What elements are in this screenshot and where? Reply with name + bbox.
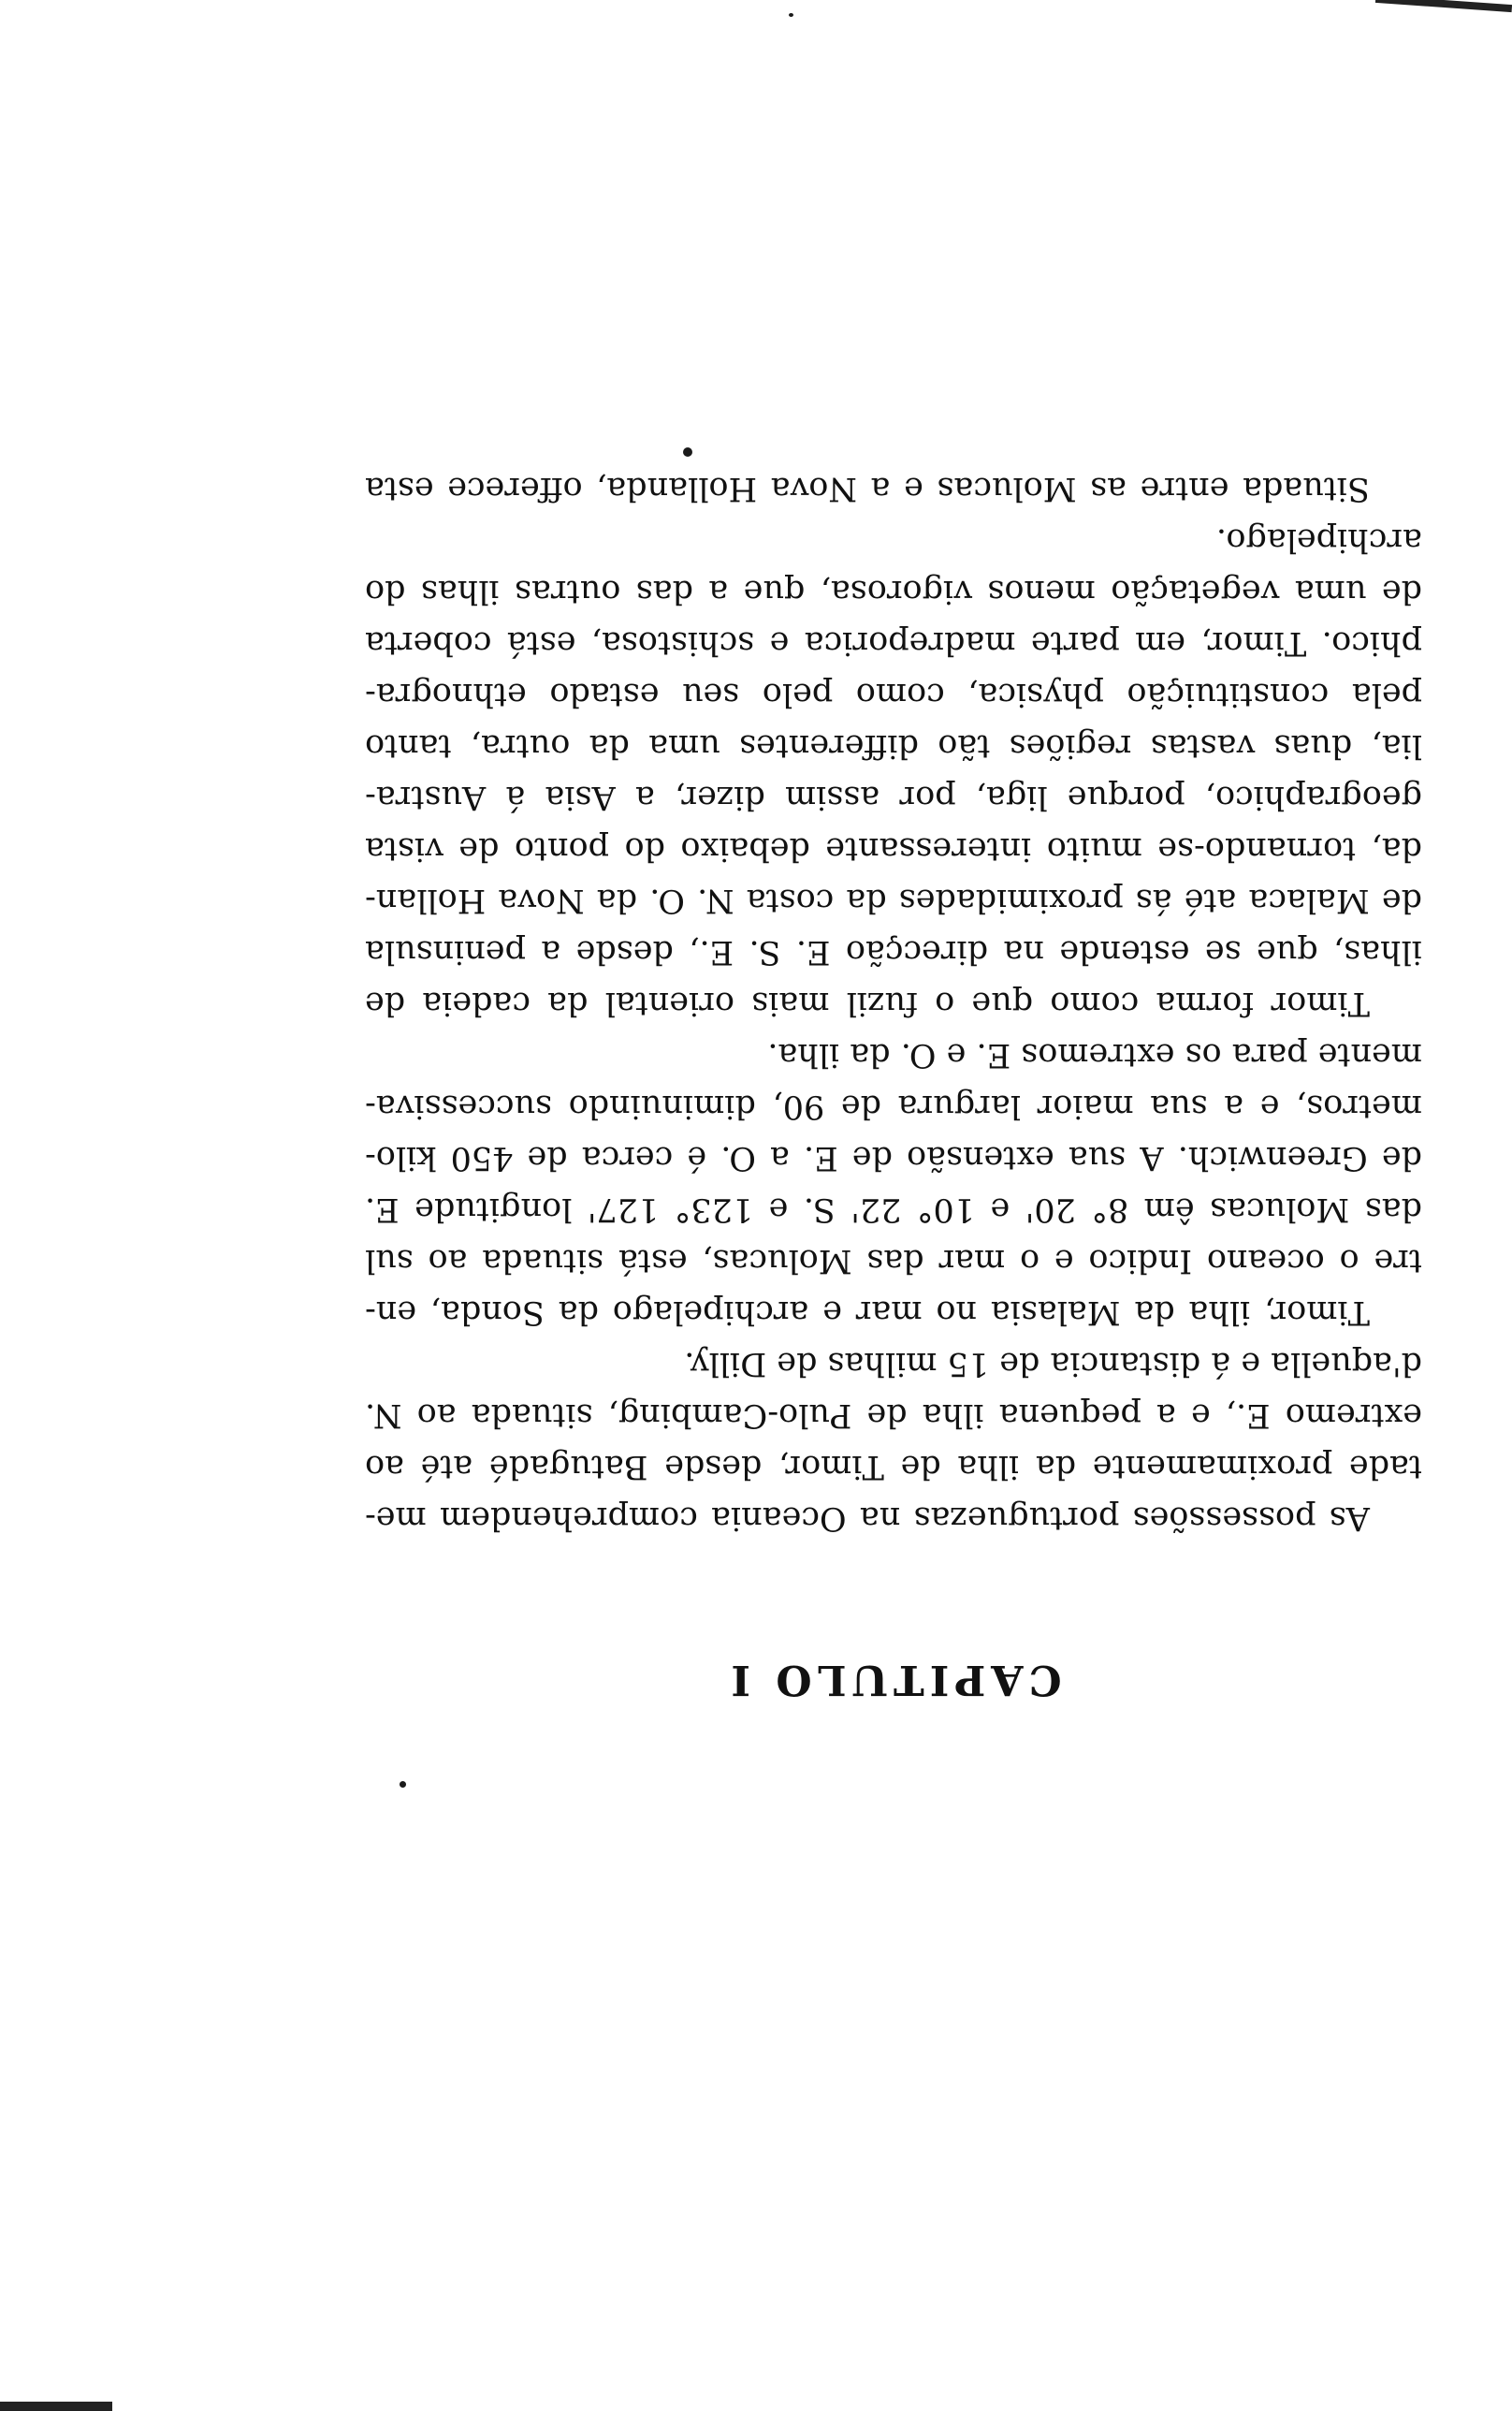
paragraph-1 bbox=[365, 1337, 1422, 1543]
text-line: ilhas, que se estende na direcção E. S. E., desde a peninsula bbox=[365, 933, 1422, 971]
scan-edge-top-right bbox=[1375, 0, 1512, 12]
text-line: d'aquella e á distancia de 15 milhas de Dilly. bbox=[684, 1345, 1422, 1382]
text-line: lia, duas vastas regiões tão differentes uma da outra, tanto bbox=[365, 727, 1422, 765]
text-line: mente para os extremos E. e O. da ilha. bbox=[767, 1036, 1422, 1074]
paragraph-3 bbox=[365, 514, 1422, 1029]
ink-speck bbox=[400, 1781, 406, 1788]
text-line: geographico, porque liga, por assim dizer, a Asia á Austra- bbox=[365, 779, 1422, 816]
ink-speck bbox=[789, 13, 793, 17]
text-line: metros, e a sua maior largura de 90, diminuindo successiva- bbox=[365, 1088, 1422, 1125]
text-line: Timor forma como que o fuzil mais oriental da cadeia de bbox=[365, 985, 1370, 1022]
text-line: tade proximamente da ilha de Timor, desde Batugadé até ao bbox=[365, 1448, 1422, 1485]
text-line: As possessões portuguezas na Oceania comprehendem me- bbox=[365, 1499, 1370, 1537]
rotated-text-block bbox=[365, 356, 1422, 1703]
text-line: de uma vegetação menos vigorosa, que a das outras ilhas do bbox=[365, 573, 1422, 610]
text-line: de Malaca até ás proximidades da costa N. O. da Nova Hollan- bbox=[365, 882, 1422, 919]
text-line: das Molucas êm 8° 20' e 10° 22' S. e 123° 127' longitude E. bbox=[365, 1191, 1422, 1228]
text-line: pela constituição physica, como pelo seu estado ethnogra- bbox=[365, 676, 1422, 713]
scan-edge-bottom-left bbox=[0, 2402, 112, 2411]
text-line: Situada entre as Molucas e a Nova Hollanda, offerece esta bbox=[365, 470, 1370, 507]
text-line: extremo E., e a pequena ilha de Pulo-Cambing, situada ao N. bbox=[365, 1396, 1422, 1434]
text-line: de Greenwich. A sua extensão de E. a O. é cerca de 450 kilo- bbox=[365, 1139, 1422, 1176]
text-line: archipelago. bbox=[1215, 521, 1422, 559]
text-line: Timor, ilha da Malasia no mar e archipelago da Sonda, en- bbox=[365, 1293, 1370, 1331]
text-line: phico. Timor, em parte madreporica e schistosa, está coberta bbox=[365, 624, 1422, 662]
chapter-heading: CAPITULO I bbox=[725, 1656, 1062, 1703]
paragraph-2 bbox=[365, 1029, 1422, 1337]
text-line: da, tornando-se muito interessante debaixo do ponto de vista bbox=[365, 830, 1422, 868]
text-line: tre o oceano Indico e o mar das Molucas, está situada ao sul bbox=[365, 1242, 1422, 1279]
paragraph-4 bbox=[365, 462, 1422, 514]
